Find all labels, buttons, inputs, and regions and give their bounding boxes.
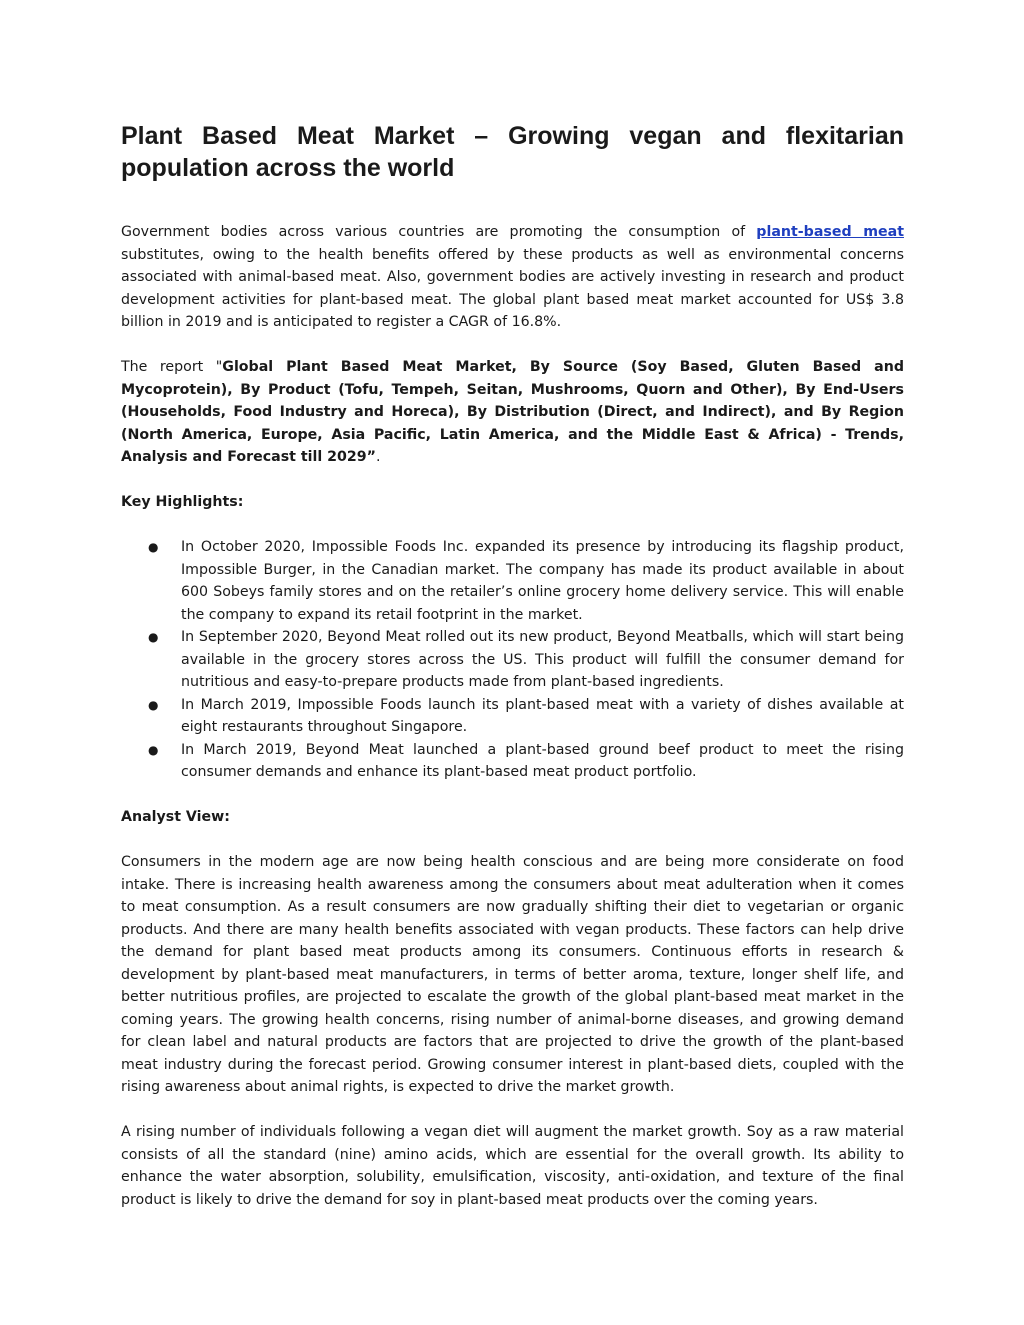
plant-based-meat-link[interactable]: plant-based meat	[756, 224, 904, 240]
report-prefix: The report "	[121, 359, 223, 375]
list-item	[121, 626, 904, 694]
list-item	[121, 694, 904, 739]
key-highlights-heading: Key Highlights:	[121, 494, 244, 510]
list-item	[121, 739, 904, 784]
intro-text-before-link: Government bodies across various countries are promoting the consumption of	[121, 224, 757, 240]
analyst-paragraph-2: A rising number of individuals following a vegan diet will augment the market growth. Soy as a raw material consists of all the standard (nine) amino acids, which are essential for the overall growth. Its ability to enhance the water absorption, solubility, emulsification, viscosity, anti-oxidation, and texture of the final product is likely to drive the demand for soy in plant-based meat products over the coming years.	[121, 1124, 904, 1208]
document-page	[121, 120, 904, 1234]
page-title: Plant Based Meat Market – Growing vegan and flexitarian population across the world	[121, 122, 904, 182]
report-paragraph	[121, 356, 904, 469]
analyst-paragraph-1: Consumers in the modern age are now being health conscious and are being more considerate on food intake. There is increasing health awareness among the consumers about meat adulteration when it comes to meat consumption. As a result consumers are now gradually shifting their diet to vegetarian or organic products. And there are many health benefits associated with vegan products. These factors can help drive the demand for plant based meat products among its consumers. Continuous efforts in research & development by plant-based meat manufacturers, in terms of better aroma, texture, longer shelf life, and better nutritious profiles, are projected to escalate the growth of the global plant-based meat market in the coming years. The growing health concerns, rising number of animal-borne diseases, and growing demand for clean label and natural products are factors that are projected to drive the growth of the plant-based meat industry during the forecast period. Growing consumer interest in plant-based diets, coupled with the rising awareness about animal rights, is expected to drive the market growth.	[121, 854, 904, 1095]
intro-paragraph	[121, 221, 904, 334]
highlight-text: In October 2020, Impossible Foods Inc. expanded its presence by introducing its flagship product, Impossible Burger, in the Canadian market. The company has made its product available in about 600 Sobeys family stores and on the retailer’s online grocery home delivery service. This will enable the company to expand its retail footprint in the market.	[181, 539, 904, 623]
highlight-text: In March 2019, Impossible Foods launch its plant-based meat with a variety of dishes available at eight restaurants throughout Singapore.	[181, 696, 904, 735]
key-highlights-list	[121, 536, 904, 784]
bullet-icon: ●	[148, 540, 159, 554]
report-title: Global Plant Based Meat Market, By Source (Soy Based, Gluten Based and Mycoprotein), By Product (Tofu, Tempeh, Seitan, Mushrooms, Quorn and Other), By End-Users (Households, Food Industry and Horeca), By Distribution (Direct, and Indirect), and By Region (North America, Europe, Asia Pacific, Latin America, and the Middle East & Africa) - Trends, Analysis and Forecast till 2029”	[121, 359, 904, 465]
analyst-view-heading: Analyst View:	[121, 809, 230, 825]
bullet-icon: ●	[148, 630, 159, 644]
bullet-icon: ●	[148, 697, 159, 712]
list-item	[121, 536, 904, 626]
intro-text-after-link: substitutes, owing to the health benefits offered by these products as well as environmental concerns associated with animal-based meat. Also, government bodies are actively investing in research and product development activities for plant-based meat. The global plant based meat market accounted for US$ 3.8 billion in 2019 and is anticipated to register a CAGR of 16.8%.	[121, 246, 904, 330]
highlight-text: In September 2020, Beyond Meat rolled out its new product, Beyond Meatballs, which will start being available in the grocery stores across the US. This product will fulfill the consumer demand for nutritious and easy-to-prepare products made from plant-based ingredients.	[181, 629, 904, 690]
report-suffix: .	[375, 449, 381, 465]
bullet-icon: ●	[148, 742, 159, 757]
highlight-text: In March 2019, Beyond Meat launched a plant-based ground beef product to meet the rising consumer demands and enhance its plant-based meat product portfolio.	[181, 741, 904, 780]
